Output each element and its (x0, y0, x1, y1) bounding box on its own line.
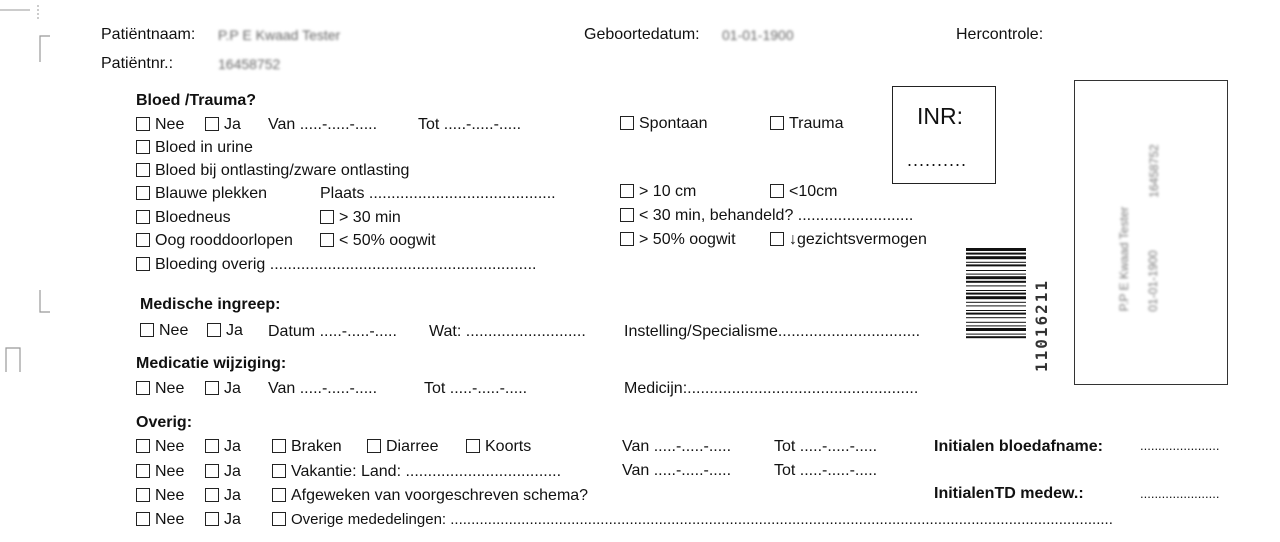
checkbox[interactable] (272, 488, 286, 502)
barcode-bar (966, 290, 1026, 291)
barcode-bar (966, 317, 1026, 318)
vacation-option[interactable] (272, 464, 561, 480)
other-bleeding-option[interactable] (136, 257, 536, 273)
checkbox[interactable] (136, 488, 150, 502)
patient-name-value: P.P E Kwaad Tester (218, 27, 341, 43)
medication-no[interactable] (136, 381, 184, 397)
barcode-bar (966, 270, 1026, 271)
medication-title: Medicatie wijziging: (136, 355, 287, 372)
gt50-label: > 50% oogwit (639, 231, 736, 248)
checkbox[interactable] (620, 208, 634, 222)
stool-option[interactable] (136, 163, 409, 179)
trauma-label: Trauma (789, 115, 844, 132)
barcode-bar (966, 281, 1026, 283)
nosebleed-label: Bloedneus (155, 209, 231, 226)
checkbox[interactable] (136, 210, 150, 224)
gt30min-option[interactable] (320, 210, 401, 226)
checkbox[interactable] (770, 116, 784, 130)
vision-label: ↓gezichtsvermogen (789, 231, 927, 248)
other-row1-no[interactable] (136, 439, 184, 455)
recheck-label: Hercontrole: (956, 26, 1044, 43)
gt50-option[interactable] (620, 232, 736, 248)
checkbox[interactable] (207, 323, 221, 337)
barcode-bar (966, 325, 1026, 326)
gt10cm-option[interactable] (620, 184, 696, 200)
other-row4-no[interactable] (136, 512, 184, 528)
other-yes-label: Ja (224, 463, 241, 480)
barcode-bar (966, 248, 1026, 251)
nosebleed-option[interactable] (136, 210, 231, 226)
lt50-option[interactable] (320, 233, 436, 249)
bleeding-from[interactable]: Van .....-.....-..... (268, 116, 378, 133)
medication-yes[interactable] (205, 381, 241, 397)
procedure-yes[interactable] (207, 323, 243, 339)
procedure-yes-label: Ja (226, 322, 243, 339)
barcode-bar (966, 293, 1026, 295)
fever-label: Koorts (485, 438, 532, 455)
lt30min-label: < 30 min, behandeld? .......................... (639, 207, 914, 224)
checkbox[interactable] (205, 439, 219, 453)
checkbox[interactable] (320, 210, 334, 224)
remarks-option[interactable] (272, 512, 1113, 527)
other-row1-yes[interactable] (205, 439, 241, 455)
checkbox[interactable] (136, 186, 150, 200)
barcode-bar (966, 313, 1026, 315)
checkbox[interactable] (136, 439, 150, 453)
eye-label: Oog rooddoorlopen (155, 232, 293, 249)
bruises-label: Blauwe plekken (155, 185, 268, 202)
urine-option[interactable] (136, 140, 253, 156)
checkbox[interactable] (136, 257, 150, 271)
procedure-no-label: Nee (159, 322, 189, 339)
other-yes-label: Ja (224, 438, 241, 455)
medication-from[interactable]: Van .....-.....-..... (268, 380, 378, 397)
diarrhea-label: Diarree (386, 438, 439, 455)
checkbox[interactable] (205, 488, 219, 502)
vacation-label: Vakantie: Land: ................................... (291, 463, 562, 480)
bleeding-yes-label: Ja (224, 116, 241, 133)
checkbox[interactable] (620, 232, 634, 246)
procedure-no[interactable] (140, 323, 188, 339)
checkbox[interactable] (367, 439, 381, 453)
checkbox[interactable] (136, 464, 150, 478)
other-yes-label: Ja (224, 511, 241, 528)
bleeding-yes[interactable] (205, 117, 241, 133)
trauma-option[interactable] (770, 116, 844, 132)
checkbox[interactable] (272, 512, 286, 526)
other-title: Overig: (136, 414, 193, 431)
initials-td-label: InitialenTD medew.: (934, 485, 1084, 502)
initials-td-field[interactable]: ...................... (1140, 486, 1220, 501)
patient-nr-value: 16458752 (218, 56, 281, 72)
other-row3-yes[interactable] (205, 488, 241, 504)
barcode-bar (966, 328, 1026, 331)
gt10cm-label: > 10 cm (639, 183, 697, 200)
other-row2-from[interactable]: Van .....-.....-..... (622, 462, 732, 479)
checkbox[interactable] (770, 232, 784, 246)
checkbox[interactable] (136, 381, 150, 395)
barcode-bar (966, 253, 1026, 255)
checkbox[interactable] (620, 116, 634, 130)
bruises-place[interactable]: Plaats .......................................... (320, 185, 556, 202)
deviated-label: Afgeweken van voorgeschreven schema? (291, 487, 589, 504)
lt10cm-label: <10cm (789, 183, 838, 200)
other-bleeding-label: Bloeding overig ............................................................ (155, 256, 537, 273)
initials-bloodtaker-label: Initialen bloedafname: (934, 438, 1103, 455)
vomit-option[interactable] (272, 439, 342, 455)
other-row2-yes[interactable] (205, 464, 241, 480)
procedure-what[interactable]: Wat: ........................... (429, 323, 586, 340)
dob-value: 01-01-1900 (722, 27, 794, 43)
barcode-icon (966, 248, 1026, 376)
inr-dots: .......... (907, 150, 968, 170)
checkbox[interactable] (320, 233, 334, 247)
other-no-label: Nee (155, 438, 185, 455)
medication-to[interactable]: Tot .....-.....-..... (424, 380, 528, 397)
barcode-bar (966, 256, 1026, 259)
bleeding-title: Bloed /Trauma? (136, 92, 257, 109)
inr-box[interactable] (892, 86, 996, 184)
barcode-bar (966, 336, 1026, 338)
barcode-bar (966, 334, 1026, 335)
sticker-nr: 16458752 (1147, 144, 1161, 198)
checkbox[interactable] (136, 233, 150, 247)
patient-sticker (1074, 80, 1228, 385)
checkbox[interactable] (466, 439, 480, 453)
deviated-option[interactable] (272, 488, 588, 504)
checkbox[interactable] (136, 163, 150, 177)
checkbox[interactable] (272, 464, 286, 478)
bleeding-no-label: Nee (155, 116, 185, 133)
lt50-label: < 50% oogwit (339, 232, 436, 249)
checkbox[interactable] (205, 464, 219, 478)
dob-label: Geboortedatum: (584, 26, 700, 43)
other-no-label: Nee (155, 487, 185, 504)
spontaneous-option[interactable] (620, 116, 708, 132)
other-yes-label: Ja (224, 487, 241, 504)
barcode-bar (966, 262, 1026, 263)
sticker-dob: 01-01-1900 (1146, 250, 1160, 312)
fever-option[interactable] (466, 439, 531, 455)
urine-label: Bloed in urine (155, 139, 253, 156)
medication-no-label: Nee (155, 380, 185, 397)
procedure-date[interactable]: Datum .....-.....-..... (268, 323, 397, 340)
checkbox[interactable] (136, 140, 150, 154)
barcode-bar (966, 305, 1026, 306)
checkbox[interactable] (136, 117, 150, 131)
barcode-bar (966, 274, 1026, 275)
barcode-bar (966, 310, 1026, 311)
barcode-bar (966, 322, 1026, 323)
other-no-label: Nee (155, 463, 185, 480)
medication-yes-label: Ja (224, 380, 241, 397)
other-row4-yes[interactable] (205, 512, 241, 528)
checkbox[interactable] (136, 512, 150, 526)
barcode-number: 11016211 (1032, 278, 1051, 372)
checkbox[interactable] (272, 439, 286, 453)
other-row2-to[interactable]: Tot .....-.....-..... (774, 462, 878, 479)
checkbox[interactable] (770, 184, 784, 198)
remarks-label: Overige mededelingen: ............................................................................................................................................................... (291, 511, 1113, 528)
initials-bloodtaker-field[interactable]: ...................... (1140, 438, 1220, 453)
checkbox[interactable] (205, 381, 219, 395)
diarrhea-option[interactable] (367, 439, 438, 455)
checkbox[interactable] (140, 323, 154, 337)
bruises-option[interactable] (136, 186, 267, 202)
barcode-bar (966, 285, 1026, 286)
barcode-bar (966, 276, 1026, 279)
checkbox[interactable] (205, 512, 219, 526)
lt30min-option[interactable] (620, 208, 913, 224)
medication-drug[interactable]: Medicijn:.................................................... (624, 380, 919, 397)
crop-mark (0, 0, 50, 380)
other-row2-no[interactable] (136, 464, 184, 480)
eye-option[interactable] (136, 233, 293, 249)
sticker-name: P.P E Kwaad Tester (1117, 206, 1131, 312)
patient-nr-label: Patiëntnr.: (101, 55, 174, 72)
checkbox[interactable] (620, 184, 634, 198)
other-row1-to[interactable]: Tot .....-.....-..... (774, 438, 878, 455)
vomit-label: Braken (291, 438, 342, 455)
gt30min-label: > 30 min (339, 209, 401, 226)
procedure-institution[interactable]: Instelling/Specialisme................................ (624, 323, 921, 340)
stool-label: Bloed bij ontlasting/zware ontlasting (155, 162, 410, 179)
barcode-bar (966, 302, 1026, 303)
procedure-title: Medische ingreep: (140, 296, 281, 313)
barcode-bar (966, 264, 1026, 266)
barcode-bar (966, 296, 1026, 299)
lt10cm-option[interactable] (770, 184, 837, 200)
checkbox[interactable] (205, 117, 219, 131)
bleeding-no[interactable] (136, 117, 184, 133)
inr-label: INR: (917, 103, 963, 129)
other-row1-from[interactable]: Van .....-.....-..... (622, 438, 732, 455)
other-no-label: Nee (155, 511, 185, 528)
vision-option[interactable] (770, 232, 927, 248)
bleeding-to[interactable]: Tot .....-.....-..... (418, 116, 522, 133)
spontaneous-label: Spontaan (639, 115, 708, 132)
patient-name-label: Patiëntnaam: (101, 26, 196, 43)
other-row3-no[interactable] (136, 488, 184, 504)
